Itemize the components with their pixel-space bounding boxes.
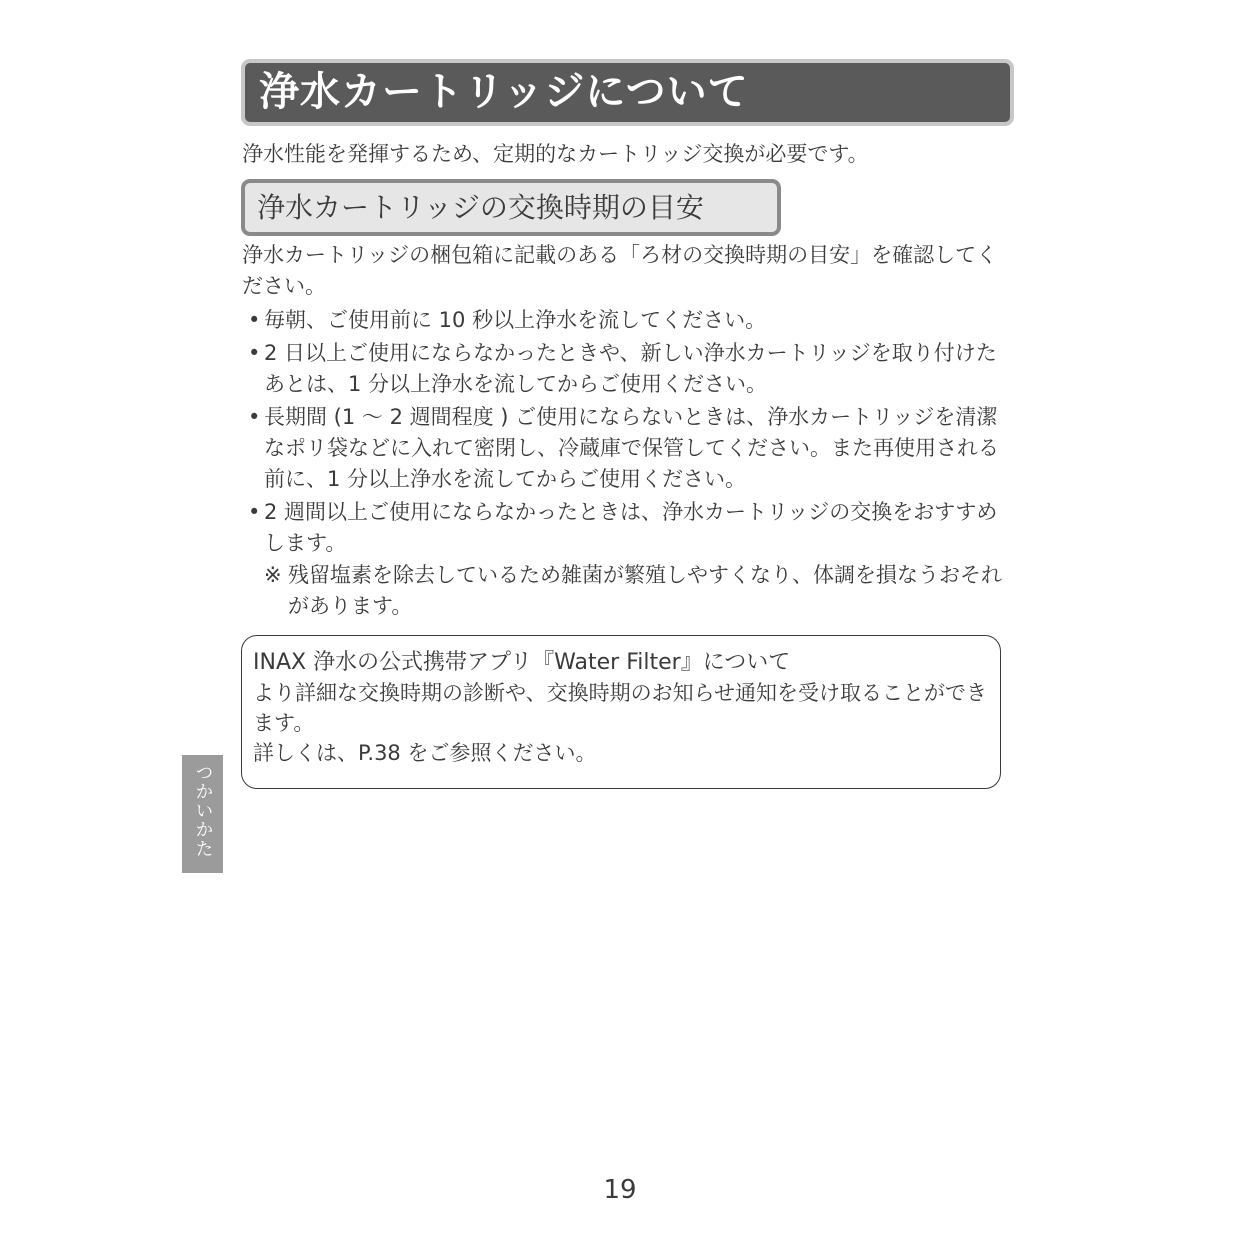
list-item [248, 338, 1000, 400]
list-item-text: 毎朝、ご使用前に 10 秒以上浄水を流してください。 [264, 308, 767, 332]
bullet-icon: • [248, 341, 261, 365]
list-item [248, 402, 1000, 495]
page-number: 19 [603, 1175, 637, 1205]
app-info-title: INAX 浄水の公式携帯アプリ『Water Filter』について [253, 650, 791, 675]
bullet-icon: • [248, 308, 261, 332]
list-item [248, 497, 1000, 559]
note-mark-icon: ※ [264, 563, 282, 587]
bullet-list [248, 305, 1000, 561]
note-text: 残留塩素を除去しているため雑菌が繁殖しやすくなり、体調を損なうおそれがあります。 [288, 563, 1002, 618]
app-info-description: より詳細な交換時期の診断や、交換時期のお知らせ通知を受け取ることができます。 [253, 681, 987, 735]
app-info-reference: 詳しくは、P.38 をご参照ください。 [253, 741, 597, 765]
page-title: 浄水カートリッジについて [241, 59, 1014, 126]
list-item-text: 長期間 (1 ～ 2 週間程度 ) ご使用にならないときは、浄水カートリッジを清潔なポリ袋などに入れて密閉し、冷蔵庫で保管してください。また再使用される前に、1 分以上浄水を流してからご使用ください。 [264, 405, 999, 491]
list-item-text: 2 日以上ご使用にならなかったときや、新しい浄水カートリッジを取り付けたあとは、1 分以上浄水を流してからご使用ください。 [264, 341, 997, 396]
bullet-icon: • [248, 405, 261, 429]
section-paragraph: 浄水カートリッジの梱包箱に記載のある「ろ材の交換時期の目安」を確認してください。 [242, 243, 998, 298]
bullet-icon: • [248, 500, 261, 524]
app-info-box [241, 635, 1001, 789]
list-item-text: 2 週間以上ご使用にならなかったときは、浄水カートリッジの交換をおすすめします。 [264, 500, 998, 555]
section-heading: 浄水カートリッジの交換時期の目安 [241, 179, 781, 236]
note [264, 560, 1002, 622]
side-tab-label: つかいかた [182, 755, 223, 873]
intro-text: 浄水性能を発揮するため、定期的なカートリッジ交換が必要です。 [242, 142, 869, 166]
list-item [248, 305, 1000, 336]
